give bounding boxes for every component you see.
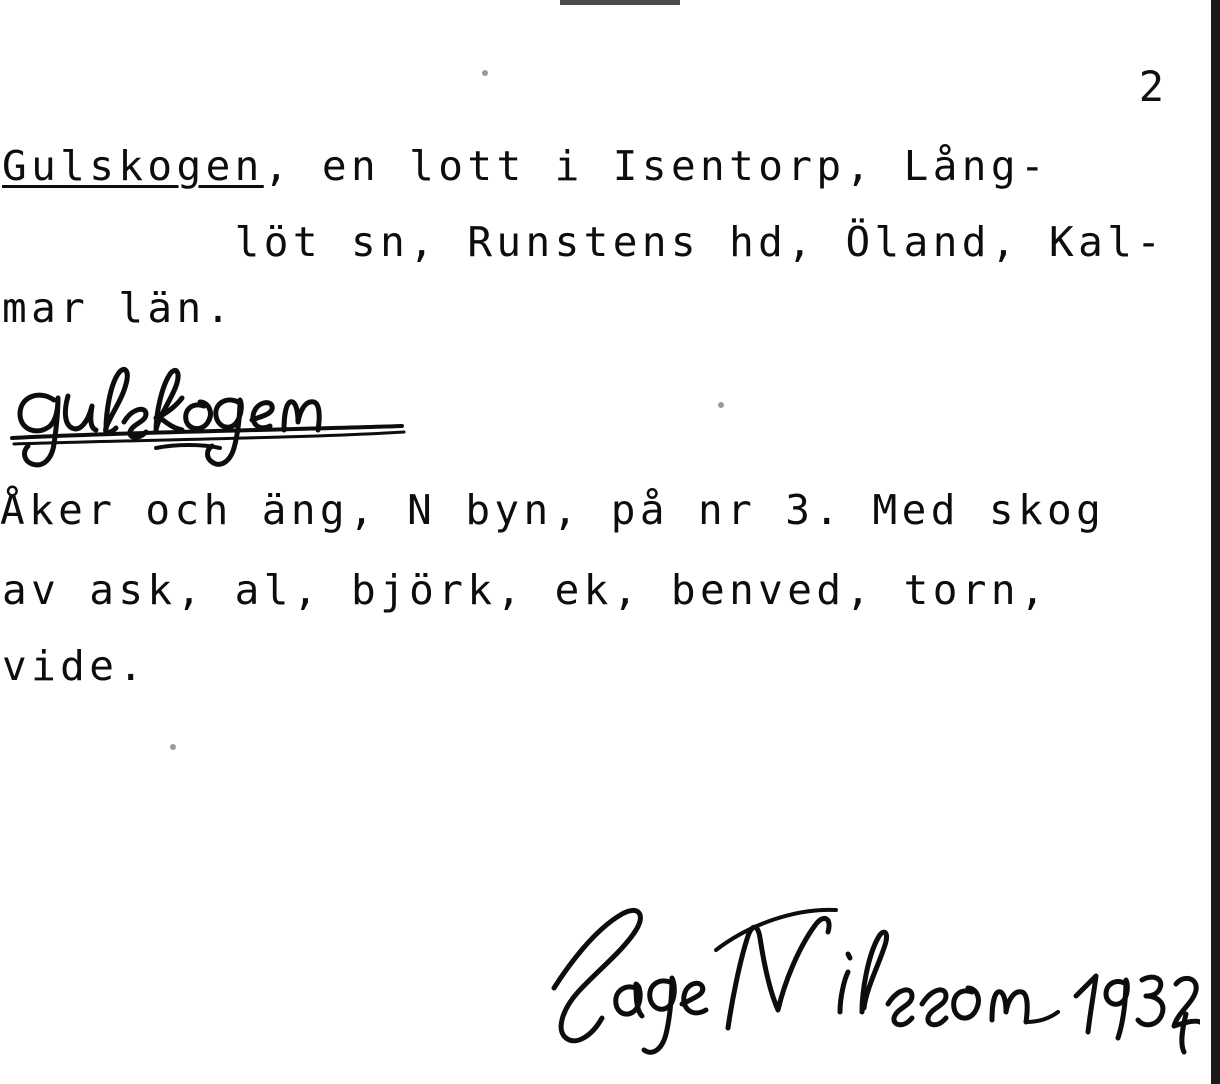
headword: Gulskogen <box>2 142 264 190</box>
typed-line-5: av ask, al, björk, ek, benved, torn, <box>2 566 1050 614</box>
handwritten-pronunciation <box>6 352 486 472</box>
headword-rest: , en lott i Isentorp, Lång- <box>263 142 1050 190</box>
typed-line-3: mar län. <box>2 284 235 332</box>
scan-speck <box>482 70 488 76</box>
typed-line-1 <box>2 142 1050 190</box>
signature <box>540 880 1200 1080</box>
scan-speck <box>170 744 176 750</box>
typed-line-2: löt sn, Runstens hd, Öland, Kal- <box>2 218 1166 266</box>
scan-edge-right <box>1211 0 1220 1084</box>
typed-line-4: Åker och äng, N byn, på nr 3. Med skog <box>0 486 1106 534</box>
typed-line-6: vide. <box>2 642 148 690</box>
scan-edge-top <box>560 0 680 5</box>
scan-speck <box>718 402 724 408</box>
page-number: 2 <box>1138 62 1164 111</box>
